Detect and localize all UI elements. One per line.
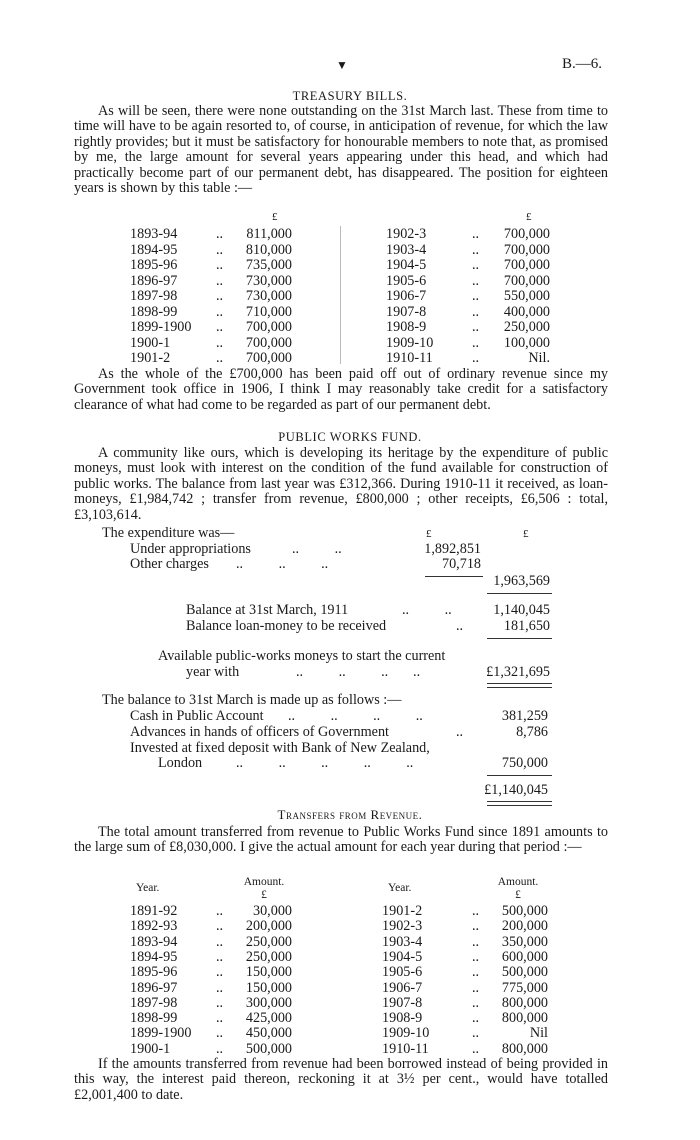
- leader-dots: ..: [472, 994, 480, 1011]
- public-works-fund-heading: PUBLIC WORKS FUND.: [278, 430, 422, 444]
- year-cell: 1906-7: [386, 288, 427, 304]
- year-cell: 1904-5: [382, 948, 423, 965]
- year-cell: 1901-2: [130, 350, 171, 366]
- year-cell: 1902-3: [382, 918, 423, 935]
- year-cell: 1893-94: [130, 933, 178, 950]
- year-cell: 1903-4: [386, 241, 427, 258]
- year-cell: 1908-9: [386, 319, 427, 335]
- leader-dots: ..: [216, 1040, 224, 1057]
- leader-dots: ..: [216, 257, 224, 273]
- year-cell: 1900-1: [130, 1040, 171, 1057]
- currency-symbol: £: [426, 528, 432, 540]
- leader-dots: ..: [472, 933, 480, 950]
- leader-dots: ..: [472, 964, 480, 981]
- leader-dots: ..: [216, 918, 224, 935]
- available-moneys-label-continued: year with: [186, 664, 240, 680]
- column-header-amount: Amount.: [243, 876, 285, 888]
- amount-cell: 200,000: [245, 918, 292, 935]
- transfers-conclusion: If the amounts transferred from revenue had been borrowed instead of being provided in this way, the interest paid thereon, reckoning it at 3½ per cent., would have totalled £2,001,400 to date.: [74, 1056, 608, 1103]
- double-rule: [487, 801, 552, 806]
- transfers-heading: Transfers from Revenue.: [277, 807, 423, 822]
- leader-dots: ..: [216, 334, 224, 351]
- subtotal-rule: [425, 576, 483, 577]
- leader-dots: ..: [472, 979, 480, 996]
- year-cell: 1894-95: [130, 948, 178, 965]
- leader-dots: ..: [472, 1040, 480, 1057]
- amount-cell: 200,000: [501, 918, 548, 935]
- year-cell: 1899-1900: [130, 319, 192, 335]
- leader-dots: ..: [472, 1010, 480, 1027]
- leader-dots: ..: [472, 948, 480, 965]
- amount-cell: 810,000: [245, 241, 292, 258]
- balance-value: 1,140,045: [493, 602, 550, 618]
- amount-cell: 700,000: [503, 272, 550, 289]
- advances-value: 8,786: [516, 724, 548, 740]
- year-cell: 1905-6: [386, 272, 427, 289]
- amount-cell: 30,000: [252, 903, 292, 919]
- year-cell: 1898-99: [130, 303, 178, 320]
- amount-cell: 425,000: [245, 1010, 292, 1027]
- page-reference: B.—6.: [562, 56, 603, 72]
- year-cell: 1895-96: [130, 257, 178, 273]
- treasury-conclusion: As the whole of the £700,000 has been paid off out of ordinary revenue since my Government took office in 1906, I think I may reasonably take credit for a satisfactory clearance of what had come to be regarded as part of our permanent debt.: [74, 366, 608, 413]
- amount-cell: 500,000: [245, 1040, 292, 1057]
- amount-cell: 700,000: [245, 350, 292, 366]
- leader-dots: ..: [216, 1025, 224, 1042]
- amount-cell: 735,000: [245, 257, 292, 273]
- amount-cell: 550,000: [503, 288, 550, 304]
- amount-cell: 150,000: [245, 979, 292, 996]
- leader-dots: .. ..: [292, 541, 342, 557]
- balance-breakdown-total: £1,140,045: [484, 782, 548, 798]
- year-cell: 1897-98: [130, 288, 178, 304]
- amount-cell: 700,000: [503, 257, 550, 273]
- page-marker: ▼: [336, 58, 348, 72]
- leader-dots: ..: [216, 303, 224, 320]
- leader-dots: ..: [216, 964, 224, 981]
- year-cell: 1905-6: [382, 964, 423, 981]
- amount-cell: 800,000: [501, 1010, 548, 1027]
- amount-cell: 150,000: [245, 964, 292, 981]
- invested-label-continued: London: [158, 755, 203, 771]
- amount-cell: 250,000: [245, 948, 292, 965]
- total-rule: [487, 638, 552, 639]
- column-header-year: Year.: [136, 882, 160, 894]
- year-cell: 1894-95: [130, 241, 178, 258]
- treasury-bills-heading: TREASURY BILLS.: [292, 89, 408, 103]
- leader-dots: ..: [456, 618, 464, 634]
- leader-dots: ..: [472, 288, 480, 304]
- year-cell: 1900-1: [130, 334, 171, 351]
- expenditure-label: The expenditure was—: [102, 525, 235, 541]
- leader-dots: ..: [216, 948, 224, 965]
- leader-dots: ..: [216, 933, 224, 950]
- currency-symbol: £: [526, 211, 532, 223]
- amount-cell: 800,000: [501, 1040, 548, 1057]
- amount-cell: 700,000: [503, 241, 550, 258]
- leader-dots: ..: [216, 241, 224, 258]
- year-cell: 1895-96: [130, 964, 178, 981]
- leader-dots: ..: [472, 319, 480, 335]
- under-appropriations-value: 1,892,851: [424, 541, 481, 557]
- total-rule: [487, 775, 552, 776]
- transfers-paragraph: The total amount transferred from revenue to Public Works Fund since 1891 amounts to the large sum of £8,030,000. I give the actual amount for each year during that period :—: [74, 824, 608, 856]
- under-appropriations-label: Under appropriations: [130, 541, 251, 557]
- advances-label: Advances in hands of officers of Government: [130, 724, 389, 740]
- leader-dots: ..: [472, 334, 480, 351]
- leader-dots: ..: [472, 303, 480, 320]
- year-cell: 1907-8: [386, 303, 427, 320]
- balance-label: Balance at 31st March, 1911: [186, 602, 349, 618]
- treasury-paragraph: As will be seen, there were none outstanding on the 31st March last. These from time to time will have to be again resorted to, of course, in anticipation of revenue, for which the law rightly provides; but it must be satisfactory for honourable members to note that, as promised by me, the large amount for several years appearing under this head, and which had practically become part of our permanent debt, has disappeared. The position for eighteen years is shown by this table :—: [74, 103, 608, 197]
- amount-cell: 250,000: [503, 319, 550, 335]
- double-rule: [487, 683, 552, 688]
- cash-value: 381,259: [501, 708, 548, 724]
- leader-dots: ..: [216, 979, 224, 996]
- available-moneys-label: Available public-works moneys to start the current: [158, 648, 446, 664]
- year-cell: 1904-5: [386, 257, 427, 273]
- amount-cell: 350,000: [501, 933, 548, 950]
- made-up-label: The balance to 31st March is made up as follows :—: [102, 692, 402, 708]
- leader-dots: ..: [216, 1010, 224, 1027]
- year-cell: 1893-94: [130, 226, 178, 242]
- leader-dots: ..: [472, 350, 480, 366]
- year-cell: 1910-11: [382, 1040, 429, 1057]
- expenditure-total: 1,963,569: [493, 573, 550, 589]
- leader-dots: ..: [472, 226, 480, 242]
- amount-cell: 811,000: [246, 226, 292, 242]
- year-cell: 1902-3: [386, 226, 427, 242]
- leader-dots: ..: [472, 1025, 480, 1042]
- amount-cell: 300,000: [245, 994, 292, 1011]
- amount-cell: 700,000: [245, 334, 292, 351]
- amount-cell: 700,000: [245, 319, 292, 335]
- leader-dots: .. ..: [402, 602, 452, 618]
- amount-cell: 700,000: [503, 226, 550, 242]
- column-header-year: Year.: [388, 882, 412, 894]
- leader-dots: ..: [216, 903, 224, 919]
- year-cell: 1896-97: [130, 979, 178, 996]
- leader-dots: ..: [472, 903, 480, 919]
- year-cell: 1909-10: [386, 334, 434, 351]
- year-cell: 1899-1900: [130, 1025, 192, 1042]
- invested-label: Invested at fixed deposit with Bank of New Zealand,: [130, 740, 430, 756]
- leader-dots: ..: [456, 724, 464, 740]
- loan-money-label: Balance loan-money to be received: [186, 618, 387, 634]
- column-divider: [340, 226, 341, 364]
- year-cell: 1897-98: [130, 994, 178, 1011]
- year-cell: 1898-99: [130, 1010, 178, 1027]
- available-moneys-value: £1,321,695: [486, 664, 550, 680]
- amount-cell: 775,000: [501, 979, 548, 996]
- amount-cell: 100,000: [503, 334, 550, 351]
- leader-dots: ..: [216, 226, 224, 242]
- year-cell: 1907-8: [382, 994, 423, 1011]
- year-cell: 1896-97: [130, 272, 178, 289]
- amount-cell: 730,000: [245, 272, 292, 289]
- leader-dots: ..: [472, 918, 480, 935]
- amount-cell: 730,000: [245, 288, 292, 304]
- invested-value: 750,000: [501, 755, 548, 771]
- year-cell: 1891-92: [130, 903, 178, 919]
- year-cell: 1909-10: [382, 1025, 430, 1042]
- amount-cell: 250,000: [245, 933, 292, 950]
- leader-dots: .. .. .. .. ..: [236, 755, 414, 771]
- currency-symbol: £: [261, 889, 267, 901]
- leader-dots: ..: [472, 272, 480, 289]
- leader-dots: ..: [216, 994, 224, 1011]
- leader-dots: ..: [216, 319, 224, 335]
- column-header-amount: Amount.: [497, 876, 539, 888]
- leader-dots: .. .. ..: [236, 556, 329, 572]
- leader-dots: ..: [216, 272, 224, 289]
- leader-dots: .. .. .. ..: [288, 708, 423, 724]
- cash-label: Cash in Public Account: [130, 708, 264, 724]
- leader-dots: ..: [216, 288, 224, 304]
- amount-cell: 710,000: [245, 303, 292, 320]
- amount-cell: Nil.: [528, 350, 550, 366]
- leader-dots: ..: [472, 257, 480, 273]
- leader-dots: ..: [216, 350, 224, 366]
- year-cell: 1908-9: [382, 1010, 423, 1027]
- currency-symbol: £: [523, 528, 529, 540]
- leader-dots: .. .. .. ..: [296, 664, 421, 680]
- currency-symbol: £: [515, 889, 521, 901]
- year-cell: 1910-11: [386, 350, 433, 366]
- currency-symbol: £: [272, 211, 278, 223]
- other-charges-value: 70,718: [441, 556, 481, 572]
- amount-cell: 500,000: [501, 903, 548, 919]
- amount-cell: 800,000: [501, 994, 548, 1011]
- amount-cell: 450,000: [245, 1025, 292, 1042]
- year-cell: 1892-93: [130, 918, 178, 935]
- loan-money-value: 181,650: [503, 618, 550, 634]
- year-cell: 1901-2: [382, 903, 423, 919]
- amount-cell: 500,000: [501, 964, 548, 981]
- amount-cell: Nil: [529, 1025, 548, 1042]
- other-charges-label: Other charges: [130, 556, 209, 572]
- year-cell: 1906-7: [382, 979, 423, 996]
- amount-cell: 600,000: [501, 948, 548, 965]
- total-rule: [487, 593, 552, 594]
- leader-dots: ..: [472, 241, 480, 258]
- year-cell: 1903-4: [382, 933, 423, 950]
- public-works-paragraph: A community like ours, which is developing its heritage by the expenditure of public moneys, must look with interest on the condition of the fund available for construction of public works. The balance from last year was £312,366. During 1910-11 it received, as loan-moneys, £1,984,742 ; transfer from revenue, £800,000 ; other receipts, £6,506 : total, £3,103,614.: [74, 445, 608, 523]
- amount-cell: 400,000: [503, 303, 550, 320]
